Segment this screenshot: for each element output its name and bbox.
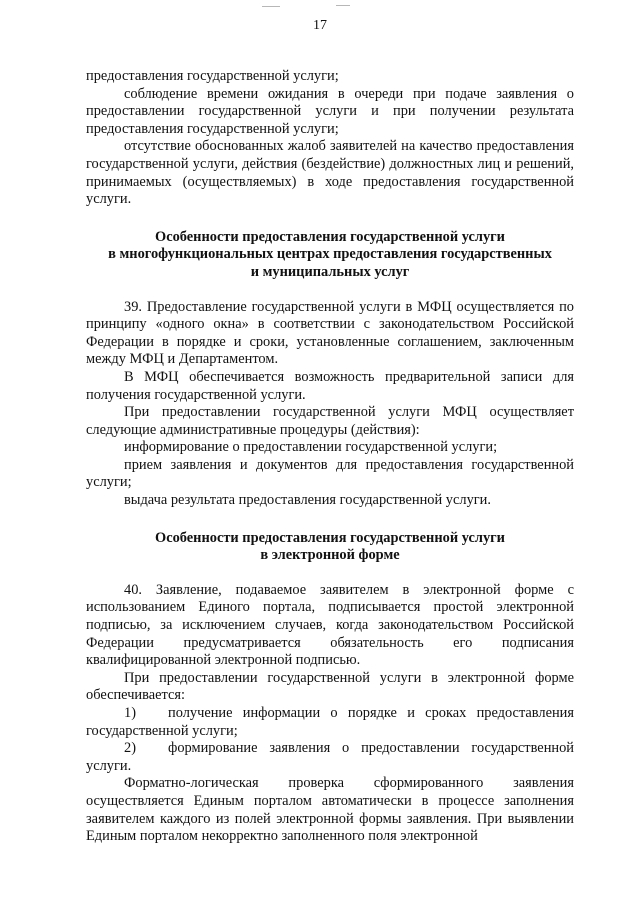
section-heading-electronic: [86, 530, 574, 565]
paragraph: Форматно-логическая проверка сформированного заявления осуществляется Единым порталом автоматически в процессе заполнения заявителем каждого из полей электронной формы заявления. При выявлении Единым порталом некорректно заполненного поля электронной: [86, 775, 574, 845]
heading-line: и муниципальных услуг: [250, 263, 410, 280]
list-item: [86, 740, 574, 775]
paragraph: предоставления государственной услуги;: [86, 68, 339, 84]
paragraph: соблюдение времени ожидания в очереди при подаче заявления о предоставлении государственной услуги и при получении результата предоставления государственной услуги;: [86, 85, 574, 137]
scan-speck: [262, 6, 280, 7]
paragraph: выдача результата предоставления государственной услуги.: [124, 492, 491, 509]
paragraph: информирование о предоставлении государственной услуги;: [124, 439, 498, 456]
list-item: [86, 705, 574, 740]
list-item-number: 2): [124, 740, 136, 757]
scan-speck: [336, 5, 350, 6]
paragraph: При предоставлении государственной услуги МФЦ осуществляет следующие административные процедуры (действия):: [86, 404, 574, 438]
heading-line: в электронной форме: [260, 547, 400, 564]
paragraph-39: 39. Предоставление государственной услуги в МФЦ осуществляется по принципу «одного окна» в соответствии с законодательством Российской Федерации в порядке и сроки, установленные соглашением, заключенным между МФЦ и Департаментом.: [86, 298, 574, 368]
paragraph: В МФЦ обеспечивается возможность предварительной записи для получения государственной услуги.: [86, 368, 574, 403]
heading-line: в многофункциональных центрах предоставления государственных: [108, 246, 552, 263]
paragraph: прием заявления и документов для предоставления государственной услуги;: [86, 456, 574, 491]
list-item-number: 1): [124, 705, 136, 721]
paragraph: отсутствие обоснованных жалоб заявителей на качество предоставления государственной услуги, действия (бездействие) должностных лиц и решений, принимаемых (осуществляемых) в ходе предоставления государственной услуги.: [86, 138, 574, 208]
heading-line: Особенности предоставления государственной услуги: [155, 228, 505, 245]
page-number: 17: [313, 18, 327, 33]
list-item-text: формирование заявления о предоставлении государственной услуги.: [86, 740, 574, 774]
document-body: [86, 68, 574, 846]
list-item-text: получение информации о порядке и сроках предоставления государственной услуги;: [86, 705, 574, 739]
section-heading-mfc: [86, 229, 574, 282]
paragraph-40: 40. Заявление, подаваемое заявителем в электронной форме с использованием Единого портала, подписывается простой электронной подписью, за исключением случаев, когда законодательством Российской Федерации предусматривается обязательность его подписания квалифицированной электронной подписью.: [86, 581, 574, 669]
heading-line: Особенности предоставления государственной услуги: [155, 529, 505, 546]
paragraph: При предоставлении государственной услуги в электронной форме обеспечивается:: [86, 669, 574, 704]
